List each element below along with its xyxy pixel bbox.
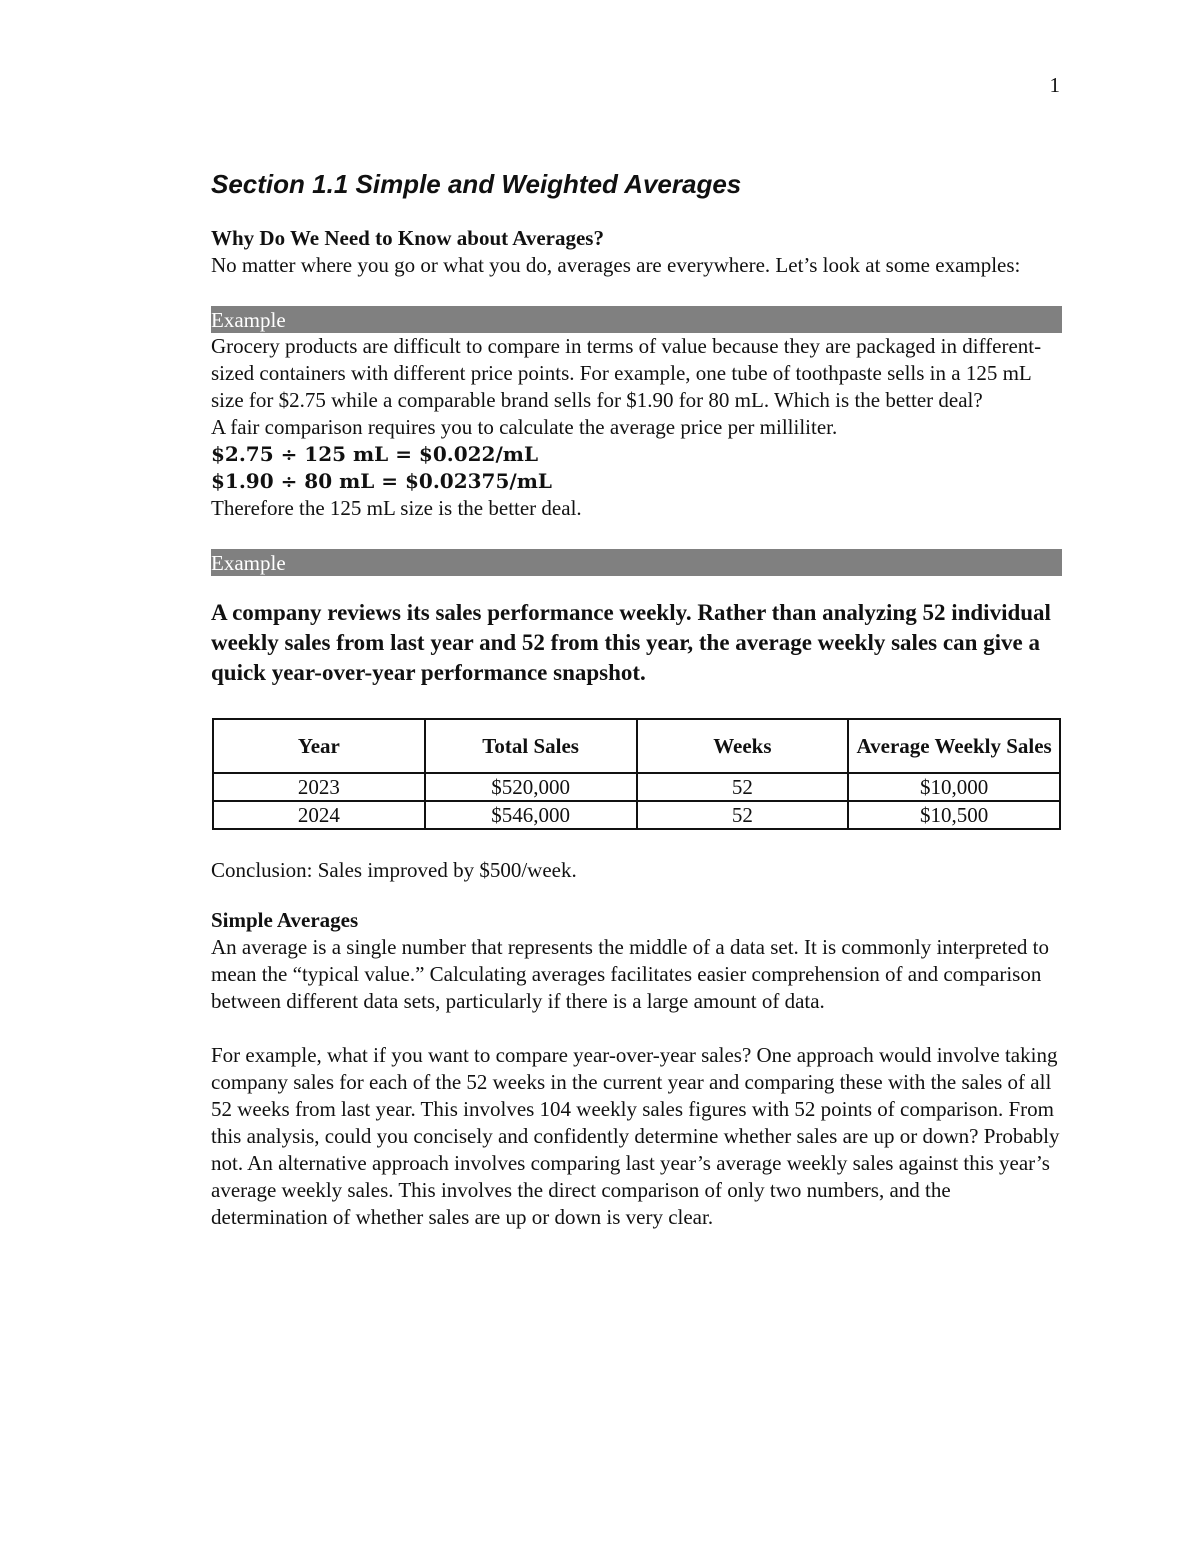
- formula-2: $1.90 ÷ 80 mL = $0.02375/mL: [211, 469, 552, 493]
- simple-averages-heading: Simple Averages: [211, 908, 359, 932]
- example2-conclusion: Conclusion: Sales improved by $500/week.: [211, 858, 577, 882]
- table-cell: 2024: [213, 801, 425, 829]
- example-bar-1: Example: [211, 306, 1062, 333]
- document-body: [211, 166, 1062, 1231]
- simple-averages-para-1: An average is a single number that represents the middle of a data set. It is commonly interpreted to mean the “typical value.” Calculating averages facilitates easier comprehension of and comparison between different data sets, particularly if there is a large amount of data.: [211, 935, 1049, 1013]
- example1-text: Grocery products are difficult to compare in terms of value because they are packaged in different-sized containers with different price points. For example, one tube of toothpaste sells in a 125 mL size for $2.75 while a comparable brand sells for $1.90 for 80 mL. Which is the better deal?: [211, 334, 1042, 412]
- table-header-cell: Weeks: [637, 719, 849, 773]
- example1-conclusion: Therefore the 125 mL size is the better deal.: [211, 496, 582, 520]
- spacer: [211, 830, 1062, 857]
- page-number: 1: [1049, 73, 1060, 97]
- sales-table: [212, 718, 1061, 830]
- table-cell: $520,000: [425, 773, 637, 801]
- example-bar-2: Example: [211, 549, 1062, 576]
- why-heading: Why Do We Need to Know about Averages?: [211, 226, 604, 250]
- table-row: [213, 801, 1060, 829]
- table-cell: $546,000: [425, 801, 637, 829]
- table-header-cell: Average Weekly Sales: [848, 719, 1060, 773]
- table-cell: 52: [637, 773, 849, 801]
- table-cell: $10,500: [848, 801, 1060, 829]
- table-header-cell: Total Sales: [425, 719, 637, 773]
- formula-1: $2.75 ÷ 125 mL = $0.022/mL: [211, 442, 539, 466]
- spacer: [211, 1015, 1062, 1042]
- table-cell: 2023: [213, 773, 425, 801]
- table-cell: 52: [637, 801, 849, 829]
- table-row: [213, 773, 1060, 801]
- simple-averages-para-2: For example, what if you want to compare year-over-year sales? One approach would involve taking company sales for each of the 52 weeks in the current year and comparing these with the sales of all 52 weeks from last year. This involves 104 weekly sales figures with 52 points of comparison. From this analysis, could you concisely and confidently determine whether sales are up or down? Probably not. An alternative approach involves comparing last year’s average weekly sales against this year’s average weekly sales. This involves the direct comparison of only two numbers, and the determination of whether sales are up or down is very clear.: [211, 1043, 1060, 1229]
- table-header-row: [213, 719, 1060, 773]
- section-title: Section 1.1 Simple and Weighted Averages: [211, 169, 742, 199]
- example1-fair-comparison: A fair comparison requires you to calculate the average price per milliliter.: [211, 415, 838, 439]
- table-cell: $10,000: [848, 773, 1060, 801]
- table-header-cell: Year: [213, 719, 425, 773]
- why-text: No matter where you go or what you do, averages are everywhere. Let’s look at some examples:: [211, 253, 1021, 277]
- example2-intro: A company reviews its sales performance weekly. Rather than analyzing 52 individual weekly sales from last year and 52 from this year, the average weekly sales can give a quick year-over-year performance snapshot.: [211, 600, 1051, 685]
